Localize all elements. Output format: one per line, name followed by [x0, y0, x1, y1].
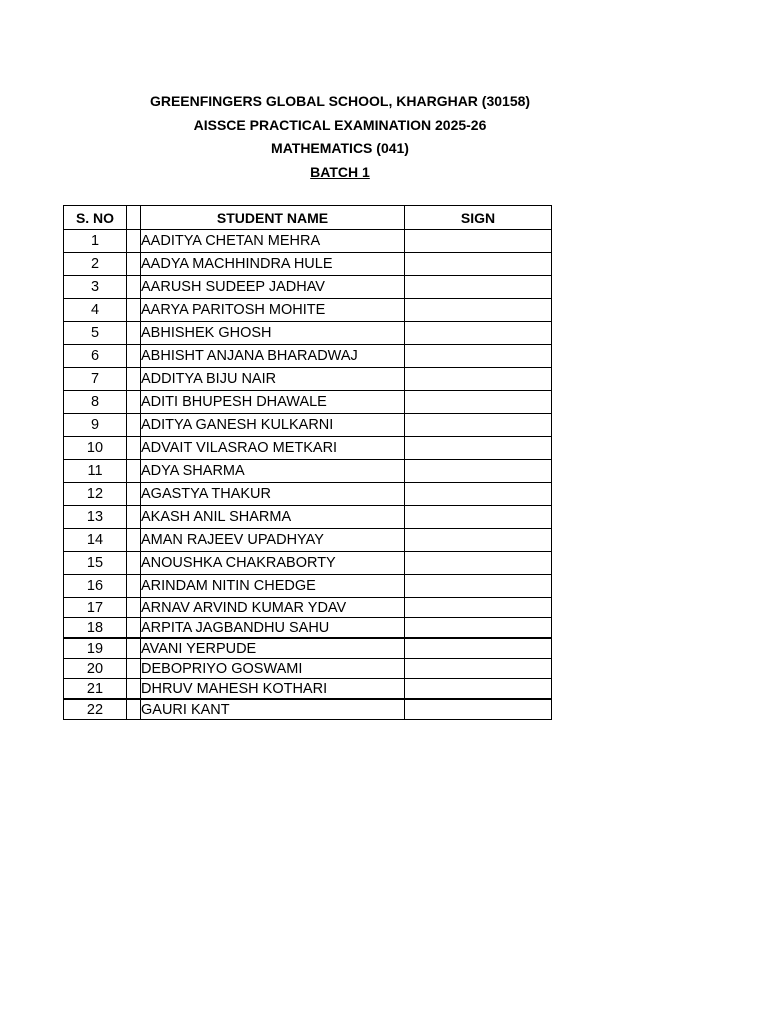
table-row: [64, 437, 552, 460]
spacer-cell: [127, 575, 141, 598]
serial-number-cell: 8: [64, 391, 127, 414]
sign-cell: [405, 414, 552, 437]
student-name-cell: DHRUV MAHESH KOTHARI: [141, 679, 405, 700]
sign-cell: [405, 483, 552, 506]
sign-cell: [405, 659, 552, 679]
student-name-cell: ARPITA JAGBANDHU SAHU: [141, 618, 405, 639]
serial-number-cell: 18: [64, 618, 127, 639]
serial-number-cell: 20: [64, 659, 127, 679]
table-row: [64, 699, 552, 720]
sign-cell: [405, 679, 552, 700]
student-name-cell: AGASTYA THAKUR: [141, 483, 405, 506]
serial-number-cell: 21: [64, 679, 127, 700]
table-row: [64, 345, 552, 368]
spacer-cell: [127, 391, 141, 414]
serial-number-cell: 17: [64, 598, 127, 618]
table-row: [64, 679, 552, 700]
sign-cell: [405, 276, 552, 299]
table-row: [64, 659, 552, 679]
student-roster-table: [63, 205, 552, 720]
column-header-student-name: STUDENT NAME: [141, 206, 405, 230]
serial-number-cell: 5: [64, 322, 127, 345]
roster-body: [64, 230, 552, 720]
spacer-cell: [127, 529, 141, 552]
subject-title: MATHEMATICS (041): [271, 140, 409, 156]
serial-number-cell: 1: [64, 230, 127, 253]
sign-cell: [405, 552, 552, 575]
serial-number-cell: 16: [64, 575, 127, 598]
batch-title: BATCH 1: [310, 164, 370, 180]
serial-number-cell: 12: [64, 483, 127, 506]
table-row: [64, 575, 552, 598]
spacer-cell: [127, 598, 141, 618]
serial-number-cell: 3: [64, 276, 127, 299]
serial-number-cell: 6: [64, 345, 127, 368]
table-row: [64, 638, 552, 659]
sign-cell: [405, 368, 552, 391]
spacer-cell: [127, 368, 141, 391]
spacer-cell: [127, 230, 141, 253]
serial-number-cell: 4: [64, 299, 127, 322]
serial-number-cell: 19: [64, 638, 127, 659]
spacer-cell: [127, 276, 141, 299]
student-name-cell: AMAN RAJEEV UPADHYAY: [141, 529, 405, 552]
spacer-cell: [127, 679, 141, 700]
spacer-cell: [127, 506, 141, 529]
sign-cell: [405, 253, 552, 276]
exam-title: AISSCE PRACTICAL EXAMINATION 2025-26: [193, 117, 487, 133]
table-row: [64, 460, 552, 483]
serial-number-cell: 13: [64, 506, 127, 529]
serial-number-cell: 15: [64, 552, 127, 575]
student-name-cell: ARNAV ARVIND KUMAR YDAV: [141, 598, 405, 618]
table-row: [64, 598, 552, 618]
spacer-cell: [127, 414, 141, 437]
table-row: [64, 253, 552, 276]
spacer-cell: [127, 638, 141, 659]
serial-number-cell: 10: [64, 437, 127, 460]
sign-cell: [405, 230, 552, 253]
spacer-cell: [127, 345, 141, 368]
sign-cell: [405, 638, 552, 659]
table-row: [64, 552, 552, 575]
student-name-cell: ADITI BHUPESH DHAWALE: [141, 391, 405, 414]
student-name-cell: ADVAIT VILASRAO METKARI: [141, 437, 405, 460]
student-name-cell: ARINDAM NITIN CHEDGE: [141, 575, 405, 598]
column-spacer: [127, 206, 141, 230]
student-name-cell: GAURI KANT: [141, 699, 405, 720]
sign-cell: [405, 391, 552, 414]
spacer-cell: [127, 322, 141, 345]
serial-number-cell: 7: [64, 368, 127, 391]
table-row: [64, 322, 552, 345]
student-name-cell: DEBOPRIYO GOSWAMI: [141, 659, 405, 679]
sign-cell: [405, 437, 552, 460]
sign-cell: [405, 345, 552, 368]
table-row: [64, 368, 552, 391]
student-name-cell: AADYA MACHHINDRA HULE: [141, 253, 405, 276]
table-row: [64, 506, 552, 529]
sign-cell: [405, 699, 552, 720]
sign-cell: [405, 575, 552, 598]
column-header-sno: S. NO: [64, 206, 127, 230]
spacer-cell: [127, 659, 141, 679]
school-title: GREENFINGERS GLOBAL SCHOOL, KHARGHAR (30158): [149, 93, 531, 109]
student-name-cell: ADITYA GANESH KULKARNI: [141, 414, 405, 437]
student-name-cell: ABHISHT ANJANA BHARADWAJ: [141, 345, 405, 368]
spacer-cell: [127, 699, 141, 720]
serial-number-cell: 11: [64, 460, 127, 483]
serial-number-cell: 2: [64, 253, 127, 276]
spacer-cell: [127, 618, 141, 639]
student-name-cell: ANOUSHKA CHAKRABORTY: [141, 552, 405, 575]
table-row: [64, 299, 552, 322]
student-name-cell: ADYA SHARMA: [141, 460, 405, 483]
spacer-cell: [127, 552, 141, 575]
sign-cell: [405, 299, 552, 322]
spacer-cell: [127, 253, 141, 276]
table-row: [64, 230, 552, 253]
table-row: [64, 529, 552, 552]
table-row: [64, 276, 552, 299]
student-name-cell: AARUSH SUDEEP JADHAV: [141, 276, 405, 299]
student-name-cell: AKASH ANIL SHARMA: [141, 506, 405, 529]
student-name-cell: AADITYA CHETAN MEHRA: [141, 230, 405, 253]
sign-cell: [405, 618, 552, 639]
spacer-cell: [127, 460, 141, 483]
student-name-cell: ADDITYA BIJU NAIR: [141, 368, 405, 391]
student-name-cell: AVANI YERPUDE: [141, 638, 405, 659]
column-header-sign: SIGN: [405, 206, 552, 230]
spacer-cell: [127, 437, 141, 460]
sign-cell: [405, 506, 552, 529]
serial-number-cell: 14: [64, 529, 127, 552]
table-row: [64, 391, 552, 414]
sign-cell: [405, 322, 552, 345]
serial-number-cell: 9: [64, 414, 127, 437]
serial-number-cell: 22: [64, 699, 127, 720]
table-row: [64, 414, 552, 437]
sign-cell: [405, 529, 552, 552]
sign-cell: [405, 460, 552, 483]
table-row: [64, 618, 552, 639]
student-name-cell: AARYA PARITOSH MOHITE: [141, 299, 405, 322]
student-name-cell: ABHISHEK GHOSH: [141, 322, 405, 345]
sign-cell: [405, 598, 552, 618]
table-row: [64, 483, 552, 506]
spacer-cell: [127, 483, 141, 506]
table-header-row: [64, 206, 552, 230]
spacer-cell: [127, 299, 141, 322]
